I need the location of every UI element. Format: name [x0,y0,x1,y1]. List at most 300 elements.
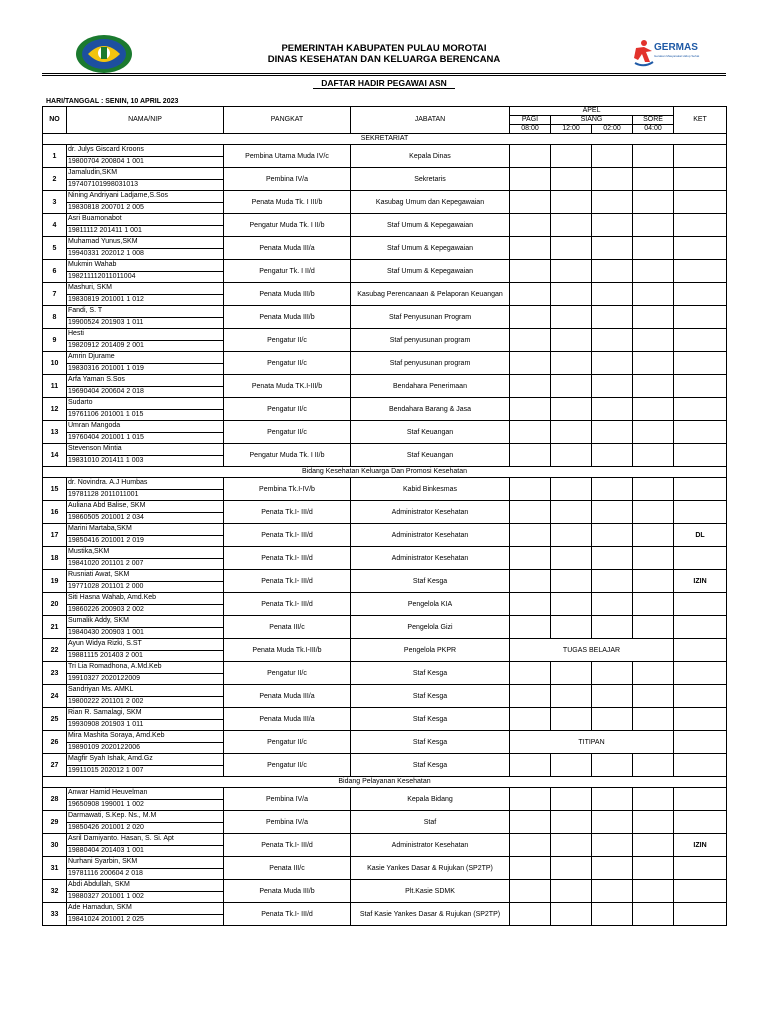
sign-sore-cell[interactable] [633,857,674,880]
sign-siang-1200-cell[interactable] [551,501,592,524]
sign-siang-0200-cell[interactable] [592,283,633,306]
sign-siang-0200-cell[interactable] [592,444,633,467]
sign-siang-1200-cell[interactable] [551,880,592,903]
sign-pagi-cell[interactable] [510,788,551,811]
row-number: 33 [43,903,67,926]
table-row [43,662,727,685]
sign-siang-0200-cell[interactable] [592,398,633,421]
sign-sore-cell[interactable] [633,375,674,398]
sign-siang-1200-cell[interactable] [551,352,592,375]
document-title: DAFTAR HADIR PEGAWAI ASN [321,78,447,88]
employee-cell [67,421,224,444]
ket-cell [674,788,727,811]
row-number: 2 [43,168,67,191]
sign-sore-cell[interactable] [633,260,674,283]
sign-siang-0200-cell[interactable] [592,352,633,375]
employee-nip: 19930908 201903 1 011 [68,721,144,728]
employee-name: Mashuri, SKM [67,283,223,295]
sign-siang-1200-cell[interactable] [551,788,592,811]
table-row [43,903,727,926]
employee-rank: Penata Tk.I- III/d [224,501,351,524]
sign-siang-0200-cell[interactable] [592,570,633,593]
employee-position: Staf Kesga [351,570,510,593]
sign-pagi-cell[interactable] [510,168,551,191]
employee-name: Marini Martaba,SKM [67,524,223,536]
sign-siang-0200-cell[interactable] [592,547,633,570]
employee-rank: Pengatur II/c [224,352,351,375]
sign-pagi-cell[interactable] [510,398,551,421]
sign-siang-0200-cell[interactable] [592,329,633,352]
col-nama: NAMA/NIP [67,107,224,134]
table-row [43,524,727,547]
employee-rank: Pembina Utama Muda IV/c [224,145,351,168]
row-number: 15 [43,478,67,501]
employee-nip: 19830819 201001 1 012 [68,296,144,303]
employee-name: Arfa Yaman S.Sos [67,375,223,387]
table-row [43,145,727,168]
row-number: 12 [43,398,67,421]
sign-pagi-cell[interactable] [510,616,551,639]
employee-position: Staf Umum & Kepegawaian [351,214,510,237]
employee-nip: 19860505 201001 2 034 [68,514,144,521]
employee-position: Staf Umum & Kepegawaian [351,260,510,283]
sign-pagi-cell[interactable] [510,708,551,731]
sign-siang-1200-cell[interactable] [551,421,592,444]
table-body [43,134,727,926]
sign-pagi-cell[interactable] [510,444,551,467]
header-department: DINAS KESEHATAN DAN KELUARGA BERENCANA [267,54,501,65]
sign-pagi-cell[interactable] [510,524,551,547]
ket-cell [674,444,727,467]
employee-name: Abdi Abdullah, SKM [67,880,223,892]
sign-siang-1200-cell[interactable] [551,570,592,593]
row-number: 30 [43,834,67,857]
sign-sore-cell[interactable] [633,168,674,191]
sign-sore-cell[interactable] [633,145,674,168]
ket-cell [674,306,727,329]
ket-cell [674,145,727,168]
row-number: 10 [43,352,67,375]
employee-cell [67,834,224,857]
sign-sore-cell[interactable] [633,191,674,214]
employee-rank: Penata Muda III/a [224,708,351,731]
row-number: 29 [43,811,67,834]
time-1200: 12:00 [551,125,592,134]
table-row [43,708,727,731]
sign-siang-0200-cell[interactable] [592,524,633,547]
employee-cell [67,708,224,731]
employee-cell [67,191,224,214]
employee-nip: 19650908 199001 1 002 [68,801,144,808]
sign-sore-cell[interactable] [633,834,674,857]
sign-sore-cell[interactable] [633,685,674,708]
sign-siang-1200-cell[interactable] [551,662,592,685]
row-number: 27 [43,754,67,777]
employee-position: Staf Kesga [351,685,510,708]
employee-name: Stevenson Mintia [67,444,223,456]
ket-cell [674,811,727,834]
employee-position: Administrator Kesehatan [351,834,510,857]
employee-rank: Pengatur Muda Tk. I II/b [224,444,351,467]
title-underline [313,88,455,89]
employee-rank: Penata Muda III/a [224,685,351,708]
sign-sore-cell[interactable] [633,903,674,926]
sign-siang-1200-cell[interactable] [551,593,592,616]
employee-position: Kasie Yankes Dasar & Rujukan (SP2TP) [351,857,510,880]
employee-rank: Penata III/c [224,857,351,880]
employee-position: Administrator Kesehatan [351,524,510,547]
table-row [43,685,727,708]
sign-pagi-cell[interactable] [510,570,551,593]
sign-sore-cell[interactable] [633,708,674,731]
employee-name: Mustika,SKM [67,547,223,559]
sign-pagi-cell[interactable] [510,260,551,283]
row-number: 24 [43,685,67,708]
employee-nip: 19910327 2020122009 [68,675,141,682]
row-number: 1 [43,145,67,168]
header-government: PEMERINTAH KABUPATEN PULAU MOROTAI [281,43,487,54]
table-row [43,834,727,857]
sign-siang-0200-cell[interactable] [592,260,633,283]
employee-position: Pengelola Gizi [351,616,510,639]
sign-siang-1200-cell[interactable] [551,260,592,283]
sign-pagi-cell[interactable] [510,352,551,375]
ket-cell [674,501,727,524]
sign-pagi-cell[interactable] [510,857,551,880]
sign-pagi-cell[interactable] [510,662,551,685]
sign-sore-cell[interactable] [633,593,674,616]
table-row [43,375,727,398]
sign-siang-0200-cell[interactable] [592,834,633,857]
table-row [43,788,727,811]
employee-nip: 19820912 201409 2 001 [68,342,144,349]
employee-nip: 19881115 201403 2 001 [68,652,143,659]
employee-rank: Penata Muda III/b [224,306,351,329]
employee-nip: 19840430 200903 1 001 [68,629,144,636]
sign-siang-1200-cell[interactable] [551,306,592,329]
sign-sore-cell[interactable] [633,547,674,570]
sign-siang-1200-cell[interactable] [551,616,592,639]
date-line: HARI/TANGGAL : SENIN, 10 APRIL 2023 [46,98,179,105]
sign-siang-1200-cell[interactable] [551,834,592,857]
ket-cell [674,375,727,398]
sign-pagi-cell[interactable] [510,214,551,237]
employee-position: Staf penyusunan program [351,329,510,352]
ket-cell [674,754,727,777]
employee-cell [67,857,224,880]
employee-name: dr. Novindra. A.J Humbas [67,478,223,490]
employee-position: Staf Kesga [351,754,510,777]
table-row [43,570,727,593]
employee-nip: 19850416 201001 2 019 [68,537,144,544]
employee-name: Nining Andriyani Ladjame,S.Sos [67,191,223,203]
sign-siang-1200-cell[interactable] [551,547,592,570]
sign-pagi-cell[interactable] [510,283,551,306]
row-number: 11 [43,375,67,398]
employee-position: Bendahara Barang & Jasa [351,398,510,421]
sign-siang-1200-cell[interactable] [551,708,592,731]
sign-pagi-cell[interactable] [510,478,551,501]
employee-rank: Pembina IV/a [224,788,351,811]
col-jabatan: JABATAN [351,107,510,134]
employee-nip: 19880404 201403 1 001 [68,847,144,854]
employee-cell [67,501,224,524]
sign-pagi-cell[interactable] [510,501,551,524]
sign-sore-cell[interactable] [633,478,674,501]
ket-cell [674,903,727,926]
sign-siang-0200-cell[interactable] [592,237,633,260]
sign-siang-1200-cell[interactable] [551,191,592,214]
table-row [43,168,727,191]
ket-cell [674,478,727,501]
ket-cell [674,260,727,283]
sign-pagi-cell[interactable] [510,191,551,214]
germas-tagline: Gerakan Masyarakat Hidup Sehat [654,54,700,58]
sign-pagi-cell[interactable] [510,547,551,570]
employee-cell [67,639,224,662]
row-number: 3 [43,191,67,214]
sign-siang-1200-cell[interactable] [551,398,592,421]
employee-rank: Penata Tk.I- III/d [224,834,351,857]
sign-siang-0200-cell[interactable] [592,811,633,834]
section-title: Bidang Pelayanan Kesehatan [43,777,727,788]
employee-name: Anwar Hamid Heuvelman [67,788,223,800]
sign-siang-1200-cell[interactable] [551,524,592,547]
row-number: 16 [43,501,67,524]
row-number: 25 [43,708,67,731]
sign-pagi-cell[interactable] [510,811,551,834]
germas-wordmark: GERMAS [654,42,698,53]
sign-siang-0200-cell[interactable] [592,685,633,708]
employee-position: Staf Penyusunan Program [351,306,510,329]
sign-sore-cell[interactable] [633,421,674,444]
employee-position: Kabid Binkesmas [351,478,510,501]
sign-sore-cell[interactable] [633,237,674,260]
employee-name: Siti Hasna Wahab, Amd.Keb [67,593,223,605]
employee-nip: 19800222 201101 2 002 [68,698,144,705]
sign-sore-cell[interactable] [633,524,674,547]
time-0400: 04:00 [633,125,674,134]
table-row [43,501,727,524]
employee-position: Administrator Kesehatan [351,501,510,524]
sign-siang-1200-cell[interactable] [551,903,592,926]
employee-position: Kepala Dinas [351,145,510,168]
sign-pagi-cell[interactable] [510,306,551,329]
sign-pagi-cell[interactable] [510,754,551,777]
employee-cell [67,880,224,903]
sign-siang-0200-cell[interactable] [592,214,633,237]
employee-name: Ayun Widya Rizki, S.ST [67,639,223,651]
sign-sore-cell[interactable] [633,662,674,685]
sign-siang-0200-cell[interactable] [592,306,633,329]
employee-nip: 19900524 201903 1 011 [68,319,144,326]
row-number: 13 [43,421,67,444]
employee-rank: Pengatur II/c [224,754,351,777]
sign-siang-1200-cell[interactable] [551,754,592,777]
time-0200: 02:00 [592,125,633,134]
table-row [43,398,727,421]
col-siang: SIANG [551,116,633,125]
sign-siang-1200-cell[interactable] [551,145,592,168]
employee-rank: Pembina Tk.I-IV/b [224,478,351,501]
row-number: 9 [43,329,67,352]
sign-sore-cell[interactable] [633,616,674,639]
sign-sore-cell[interactable] [633,880,674,903]
ket-cell [674,880,727,903]
employee-name: Rian R. Samalagi, SKM [67,708,223,720]
sign-sore-cell[interactable] [633,398,674,421]
employee-cell [67,903,224,926]
sign-siang-0200-cell[interactable] [592,857,633,880]
ket-cell [674,352,727,375]
sign-siang-0200-cell[interactable] [592,478,633,501]
row-number: 26 [43,731,67,754]
sign-pagi-cell[interactable] [510,421,551,444]
employee-rank: Penata Muda TK.I-III/b [224,375,351,398]
employee-name: Mira Mashita Soraya, Amd.Keb [67,731,223,743]
attendance-table [42,106,727,926]
employee-rank: Pembina IV/a [224,811,351,834]
sign-siang-0200-cell[interactable] [592,662,633,685]
employee-cell [67,444,224,467]
employee-cell [67,754,224,777]
sign-sore-cell[interactable] [633,306,674,329]
sign-pagi-cell[interactable] [510,834,551,857]
sign-pagi-cell[interactable] [510,145,551,168]
table-row [43,593,727,616]
ket-cell [674,329,727,352]
sign-siang-1200-cell[interactable] [551,214,592,237]
sign-siang-0200-cell[interactable] [592,903,633,926]
employee-nip: 19830818 200701 2 005 [68,204,144,211]
sign-siang-1200-cell[interactable] [551,329,592,352]
employee-name: Ade Hamadun, SKM [67,903,223,915]
employee-name: Rusniati Awat, SKM [67,570,223,582]
sign-pagi-cell[interactable] [510,685,551,708]
sign-siang-1200-cell[interactable] [551,237,592,260]
employee-cell [67,283,224,306]
row-number: 6 [43,260,67,283]
sign-siang-0200-cell[interactable] [592,145,633,168]
employee-cell [67,214,224,237]
employee-nip: 19771028 201101 2 000 [68,583,144,590]
employee-position: Sekretaris [351,168,510,191]
employee-name: Sandriyan Ms. AMKL [67,685,223,697]
employee-cell [67,593,224,616]
sign-sore-cell[interactable] [633,501,674,524]
sign-sore-cell[interactable] [633,329,674,352]
employee-rank: Penata Tk.I- III/d [224,903,351,926]
ket-cell: DL [674,524,727,547]
employee-nip: 19781116 200604 2 018 [68,870,143,877]
employee-cell [67,478,224,501]
col-ket: KET [674,107,727,134]
employee-cell [67,329,224,352]
ket-cell [674,593,727,616]
sign-siang-1200-cell[interactable] [551,168,592,191]
sign-siang-0200-cell[interactable] [592,501,633,524]
employee-position: Kasubag Umum dan Kepegawaian [351,191,510,214]
employee-rank: Penata Muda III/b [224,283,351,306]
sign-sore-cell[interactable] [633,811,674,834]
header-rule-top [42,73,726,74]
sign-sore-cell[interactable] [633,754,674,777]
employee-position: Kepala Bidang [351,788,510,811]
sign-sore-cell[interactable] [633,283,674,306]
col-pagi: PAGI [510,116,551,125]
sign-sore-cell[interactable] [633,214,674,237]
sign-pagi-cell[interactable] [510,237,551,260]
sign-siang-0200-cell[interactable] [592,593,633,616]
sign-siang-1200-cell[interactable] [551,444,592,467]
employee-position: Staf Kesga [351,731,510,754]
sign-siang-0200-cell[interactable] [592,880,633,903]
col-pangkat: PANGKAT [224,107,351,134]
sign-siang-0200-cell[interactable] [592,168,633,191]
table-row [43,857,727,880]
employee-nip: 19761106 201001 1 015 [68,411,144,418]
sign-siang-0200-cell[interactable] [592,788,633,811]
employee-cell [67,398,224,421]
sign-siang-1200-cell[interactable] [551,283,592,306]
employee-cell [67,662,224,685]
section-row [43,777,727,788]
sign-siang-0200-cell[interactable] [592,375,633,398]
sign-sore-cell[interactable] [633,352,674,375]
attendance-note: TITIPAN [510,731,674,754]
employee-nip: 19880327 201001 1 002 [68,893,144,900]
table-row [43,421,727,444]
ket-cell [674,857,727,880]
sign-siang-0200-cell[interactable] [592,616,633,639]
employee-name: Fandi, S. T [67,306,223,318]
sign-pagi-cell[interactable] [510,593,551,616]
sign-siang-0200-cell[interactable] [592,191,633,214]
row-number: 4 [43,214,67,237]
sign-siang-1200-cell[interactable] [551,478,592,501]
sign-siang-0200-cell[interactable] [592,708,633,731]
employee-rank: Pengatur Muda Tk. I II/b [224,214,351,237]
col-apel: APEL [510,107,674,116]
sign-pagi-cell[interactable] [510,375,551,398]
sign-sore-cell[interactable] [633,570,674,593]
employee-name: Muhamad Yunus,SKM [67,237,223,249]
employee-name: Sudarto [67,398,223,410]
employee-nip: 19800704 200804 1 001 [68,158,144,165]
sign-siang-0200-cell[interactable] [592,421,633,444]
sign-sore-cell[interactable] [633,788,674,811]
employee-nip: 19831010 201411 1 003 [68,457,144,464]
employee-rank: Penata Tk.I- III/d [224,524,351,547]
sign-siang-1200-cell[interactable] [551,375,592,398]
employee-name: Jamaludin,SKM [67,168,223,180]
section-row [43,134,727,145]
sign-pagi-cell[interactable] [510,329,551,352]
employee-cell [67,524,224,547]
employee-rank: Penata Muda III/b [224,880,351,903]
employee-nip: 19841020 201101 2 007 [68,560,144,567]
sign-pagi-cell[interactable] [510,903,551,926]
sign-sore-cell[interactable] [633,444,674,467]
sign-pagi-cell[interactable] [510,880,551,903]
employee-name: Sumalik Addy, SKM [67,616,223,628]
sign-siang-1200-cell[interactable] [551,685,592,708]
table-row [43,880,727,903]
sign-siang-1200-cell[interactable] [551,811,592,834]
employee-cell [67,306,224,329]
sign-siang-0200-cell[interactable] [592,754,633,777]
sign-siang-1200-cell[interactable] [551,857,592,880]
